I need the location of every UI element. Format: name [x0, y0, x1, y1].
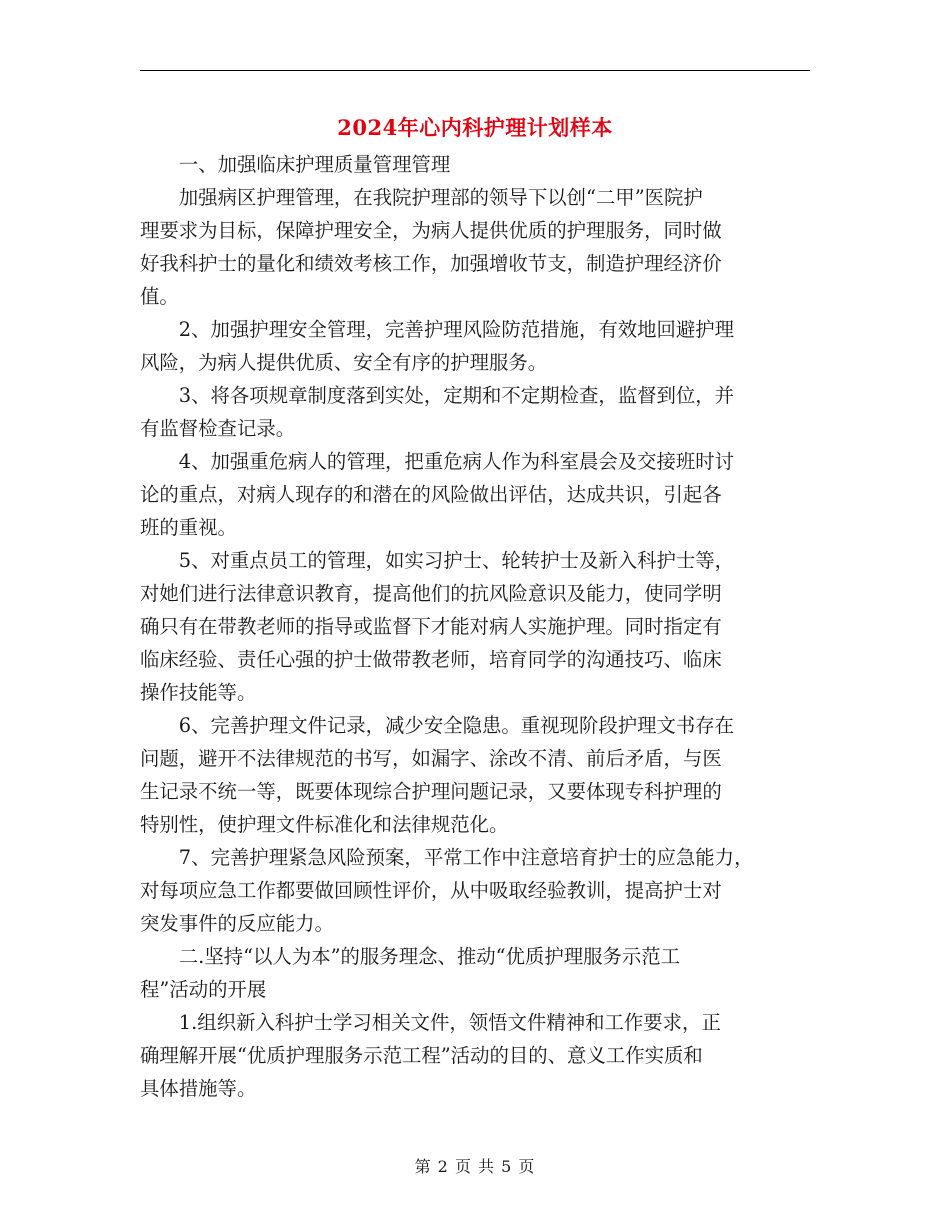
section-heading-1: 一、加强临床护理质量管理管理	[178, 153, 451, 176]
paragraph-item-7: 7、完善护理紧急风险预案，平常工作中注意培育护士的应急能力， 对每项应急工作都要做回顾性评价，从中吸取经验教训，提高护士对 突发事件的反应能力。	[140, 846, 754, 935]
page-number: 第 2 页 共 5 页	[414, 1157, 536, 1176]
paragraph-item-4: 4、加强重危病人的管理，把重危病人作为科室晨会及交接班时讨 论的重点，对病人现存的和潜在的风险做出评估，达成共识，引起各 班的重视。	[140, 450, 735, 539]
paragraph-item-3: 3、将各项规章制度落到实处，定期和不定期检查，监督到位，并 有监督检查记录。	[140, 384, 735, 440]
paragraph-item-2: 2、加强护理安全管理，完善护理风险防范措施，有效地回避护理 风险，为病人提供优质、安全有序的护理服务。	[140, 318, 735, 374]
document-body	[140, 148, 812, 1105]
paragraph-item-5: 5、对重点员工的管理，如实习护士、轮转护士及新入科护士等， 对她们进行法律意识教育，提高他们的抗风险意识及能力，使同学明 确只有在带教老师的指导或监督下才能对病人实施护理。同时指定有 临床经验、责任心强的护士做带教老师，培育同学的沟通技巧、临床 操作技能等。	[140, 549, 735, 704]
paragraph-sub-1: 1.组织新入科护士学习相关文件，领悟文件精神和工作要求，正 确理解开展“优质护理服务示范工程”活动的目的、意义工作实质和 具体措施等。	[140, 1011, 721, 1100]
paragraph-intro: 加强病区护理管理，在我院护理部的领导下以创“二甲”医院护 理要求为目标，保障护理安全，为病人提供优质的护理服务，同时做 好我科护士的量化和绩效考核工作，加强增收节支，制造护理经济价 值。	[140, 186, 722, 308]
header-rule	[140, 70, 810, 71]
paragraph-item-6: 6、完善护理文件记录，减少安全隐患。重视现阶段护理文书存在 问题，避开不法律规范的书写，如漏字、涂改不清、前后矛盾，与医 生记录不统一等，既要体现综合护理问题记录，又要体现专科护理的 特别性，使护理文件标准化和法律规范化。	[140, 714, 735, 836]
section-heading-2: 二.坚持“以人为本”的服务理念、推动“优质护理服务示范工 程”活动的开展	[140, 945, 681, 1001]
document-title: 2024年心内科护理计划样本	[337, 115, 613, 140]
